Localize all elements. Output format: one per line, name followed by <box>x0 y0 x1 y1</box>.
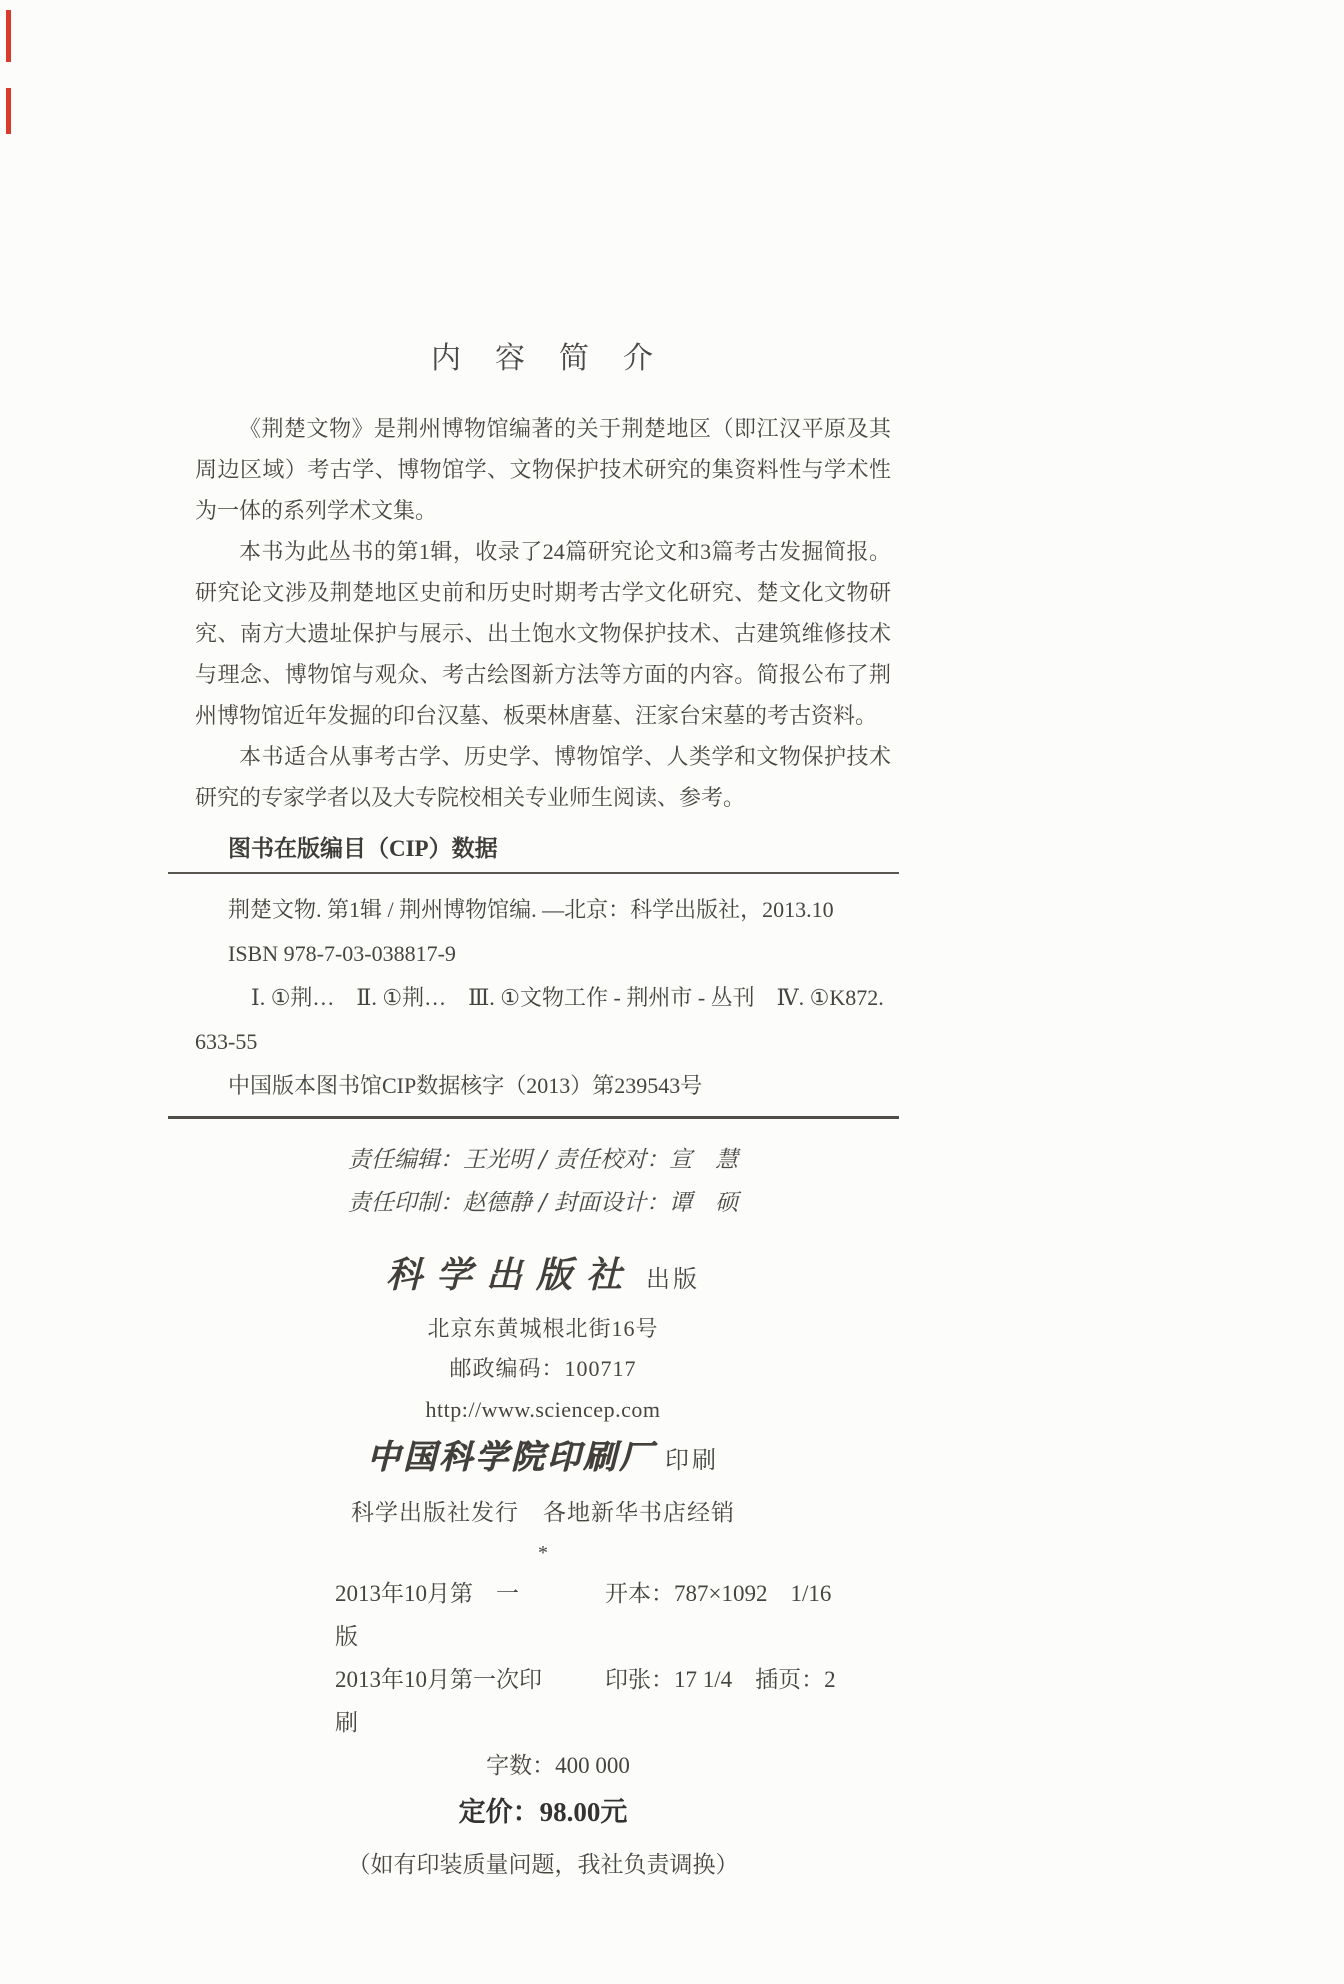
printer-row <box>195 1431 891 1490</box>
distribution-line: 科学出版社发行 各地新华书店经销 <box>351 1500 735 1525</box>
price-value: 98.00 <box>539 1797 601 1827</box>
cip-bibliographic-line: 荆楚文物. 第1辑 / 荆州博物馆编. —北京：科学出版社，2013.10 <box>228 897 834 922</box>
format-spec: 开本：787×1092 1/16 <box>605 1581 832 1606</box>
credits-block <box>195 1139 891 1225</box>
edition-block <box>195 1572 891 1887</box>
intro-paragraph-2: 本书为此丛书的第1辑，收录了24篇研究论文和3篇考古发掘简报。研究论文涉及荆楚地区史前和历史时期考古学文化研究、楚文化文物研究、南方大遗址保护与展示、出土饱水文物保护技术、古建筑维修技术与理念、博物馆与观众、考古绘图新方法等方面的内容。简报公布了荆州博物馆近年发掘的印台汉墓、板栗林唐墓、汪家台宋墓的考古资料。 <box>195 539 891 728</box>
cip-heading: 图书在版编目（CIP）数据 <box>228 836 498 861</box>
cip-classification-line: Ⅰ. ①荆… Ⅱ. ①荆… Ⅲ. ①文物工作 - 荆州市 - 丛刊 Ⅳ. ①K872. <box>251 985 884 1010</box>
price-unit: 元 <box>600 1797 628 1827</box>
cip-block <box>195 834 891 1119</box>
cip-rule-top <box>168 872 899 874</box>
intro-paragraph-3: 本书适合从事考古学、历史学、博物馆学、人类学和文物保护技术研究的专家学者以及大专院校相关专业师生阅读、参考。 <box>195 744 891 810</box>
printer-logotype: 中国科学院印刷厂 <box>367 1437 655 1476</box>
publisher-address: 北京东黄城根北街16号 <box>427 1316 659 1341</box>
quality-note: （如有印装质量问题，我社负责调换） <box>347 1852 739 1877</box>
cip-body <box>195 888 891 1108</box>
credits-editors-line: 责任编辑：王光明 / 责任校对：宣 慧 <box>347 1147 739 1173</box>
price-line <box>195 1789 891 1835</box>
credits-print-design-line: 责任印制：赵德静 / 封面设计：谭 硕 <box>347 1190 739 1216</box>
cip-registration-line: 中国版本图书馆CIP数据核字（2013）第239543号 <box>228 1073 703 1098</box>
publisher-name-row <box>195 1249 891 1309</box>
page-title: 内 容 简 介 <box>431 342 655 375</box>
edition-row-1 <box>195 1572 891 1658</box>
page-content-column <box>195 0 891 1887</box>
edition-date: 2013年10月第 一 版 <box>335 1581 542 1649</box>
publisher-website: http://www.sciencep.com <box>425 1397 661 1422</box>
cip-classification-continuation: 633-55 <box>195 1029 258 1054</box>
intro-paragraph-1: 《荆楚文物》是荆州博物馆编著的关于荆楚地区（即江汉平原及其周边区域）考古学、博物馆学、文物保护技术研究的集资料性与学术性为一体的系列学术文集。 <box>195 416 891 523</box>
price-label: 定价： <box>458 1797 540 1827</box>
cip-isbn-line: ISBN 978-7-03-038817-9 <box>228 941 456 966</box>
sheets-inserts-spec: 印张：17 1/4 插页：2 <box>605 1667 836 1692</box>
publisher-postcode: 邮政编码：100717 <box>449 1356 637 1381</box>
publisher-logotype: 科学出版社 <box>385 1254 636 1296</box>
edition-row-2 <box>195 1658 891 1744</box>
scan-artifact-red-mark <box>6 88 11 134</box>
cip-rule-bottom <box>168 1116 899 1119</box>
publish-label: 出版 <box>646 1267 700 1293</box>
word-count: 字数：400 000 <box>486 1753 630 1778</box>
scan-artifact-red-mark <box>6 10 11 62</box>
publisher-block <box>195 1249 891 1570</box>
print-label: 印刷 <box>665 1448 719 1474</box>
printing-date: 2013年10月第一次印刷 <box>335 1667 542 1735</box>
separator-asterisk: * <box>538 1542 548 1564</box>
